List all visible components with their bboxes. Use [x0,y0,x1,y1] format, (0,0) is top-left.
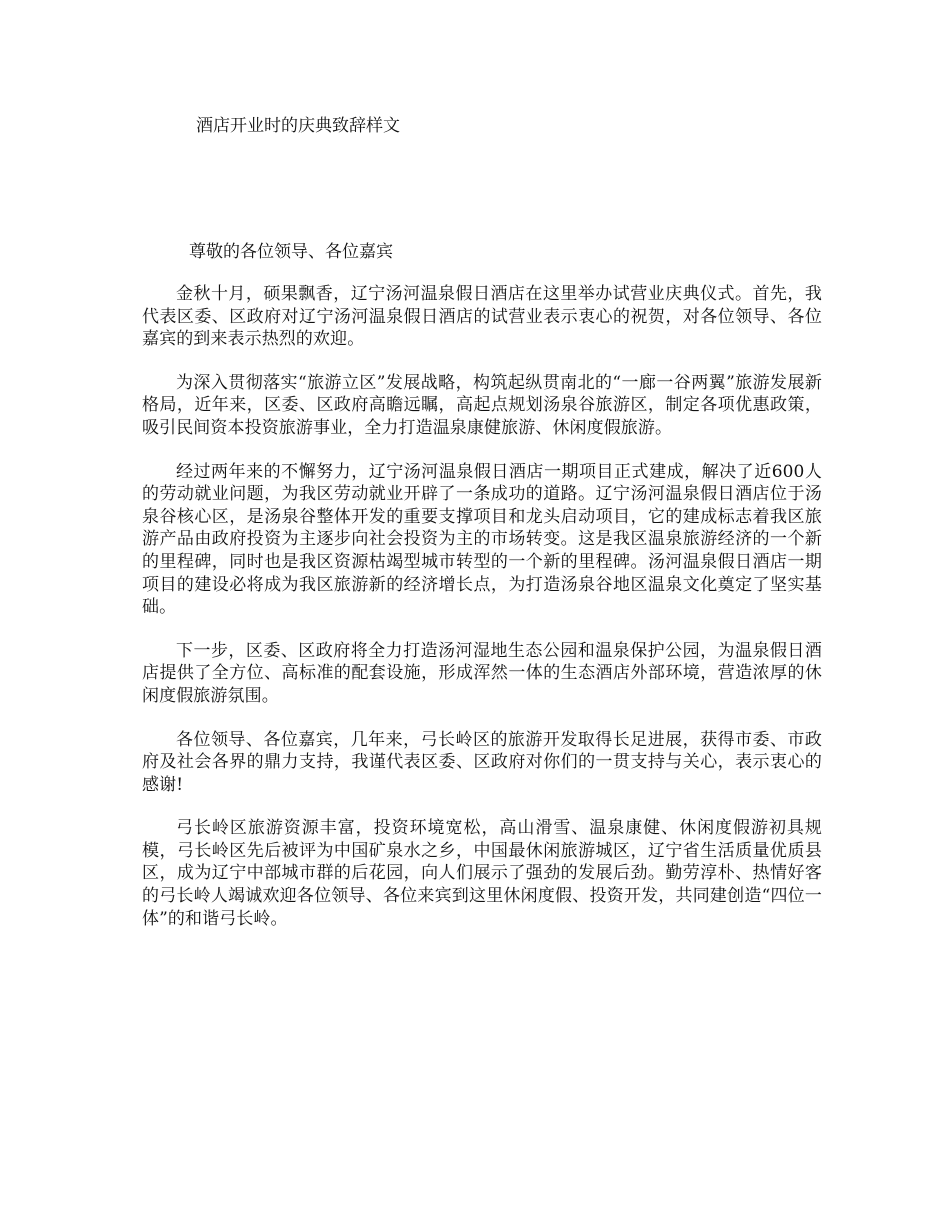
document-body [142,283,822,951]
document-title: 酒店开业时的庆典致辞样文 [196,116,400,136]
paragraph-6: 弓长岭区旅游资源丰富，投资环境宽松，高山滑雪、温泉康健、休闲度假游初具规模，弓长岭区先后被评为中国矿泉水之乡，中国最休闲旅游城区，辽宁省生活质量优质县区，成为辽宁中部城市群的后花园，向人们展示了强劲的发展后劲。勤劳淳朴、热情好客的弓长岭人竭诚欢迎各位领导、各位来宾到这里休闲度假、投资开发，共同建创造“四位一体”的和谐弓长岭。 [142,818,822,929]
paragraph-1: 金秋十月，硕果飘香，辽宁汤河温泉假日酒店在这里举办试营业庆典仪式。首先，我代表区委、区政府对辽宁汤河温泉假日酒店的试营业表示衷心的祝贺，对各位领导、各位嘉宾的到来表示热烈的欢迎。 [142,284,822,350]
paragraph-2: 为深入贯彻落实“旅游立区”发展战略，构筑起纵贯南北的“一廊一谷两翼”旅游发展新格局，近年来，区委、区政府高瞻远瞩，高起点规划汤泉谷旅游区，制定各项优惠政策，吸引民间资本投资旅游事业，全力打造温泉康健旅游、休闲度假旅游。 [142,372,822,438]
paragraph-4: 下一步，区委、区政府将全力打造汤河湿地生态公园和温泉保护公园，为温泉假日酒店提供了全方位、高标准的配套设施，形成浑然一体的生态酒店外部环境，营造浓厚的休闲度假旅游氛围。 [142,640,822,706]
paragraph-3: 经过两年来的不懈努力，辽宁汤河温泉假日酒店一期项目正式建成，解决了近600人的劳动就业问题，为我区劳动就业开辟了一条成功的道路。辽宁汤河温泉假日酒店位于汤泉谷核心区，是汤泉谷整体开发的重要支撑项目和龙头启动项目，它的建成标志着我区旅游产品由政府投资为主逐步向社会投资为主的市场转变。这是我区温泉旅游经济的一个新的里程碑，同时也是我区资源枯竭型城市转型的一个新的里程碑。汤河温泉假日酒店一期项目的建设必将成为我区旅游新的经济增长点，为打造汤泉谷地区温泉文化奠定了坚实基础。 [142,461,822,618]
salutation: 尊敬的各位领导、各位嘉宾 [189,242,393,262]
paragraph-5: 各位领导、各位嘉宾，几年来，弓长岭区的旅游开发取得长足进展，获得市委、市政府及社会各界的鼎力支持，我谨代表区委、区政府对你们的一贯支持与关心，表示衷心的感谢! [142,729,822,795]
